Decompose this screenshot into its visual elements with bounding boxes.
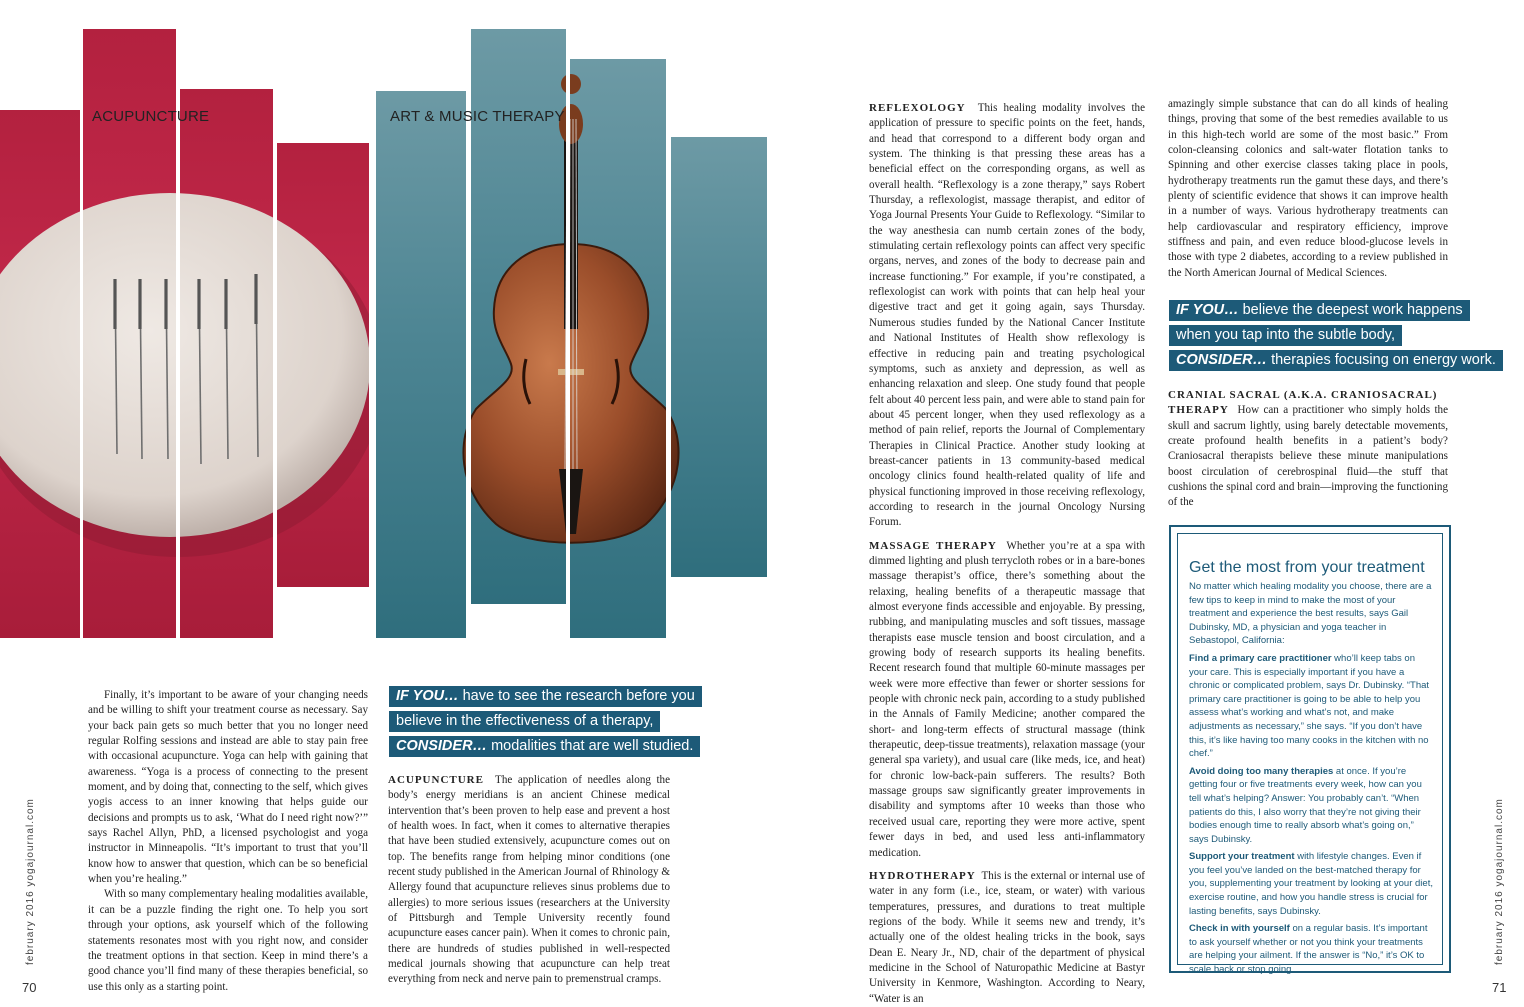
hydrotherapy-continued: amazingly simple substance that can do all kinds of healing things, proving that some of the best remedies available to us in this high-tech world are some of the most basic.” From colon-cleansing colonics and salt-water flotation tanks to Spinning and other exercise classes taking place in pools, hydrotherapy treatments run the gamut these days, and there’s plenty of scientific evidence that shows it can improve health in a number of ways. Various hydrotherapy treatments can help cardiovascular and respiratory efficiency, improve stiffness and pain, and even reduce blood-glucose levels in those with type 2 diabetes, according to a review published in the North American Journal of Medical Sciences. (1168, 98, 1448, 279)
issue-date-vertical: february 2016 yogajournal.com (1494, 798, 1505, 965)
hydrotherapy-heading: HYDROTHERAPY (869, 869, 976, 882)
page-number-left: 70 (22, 980, 37, 995)
tip-item (1189, 765, 1435, 847)
tip-lead: Find a primary care practitioner (1189, 652, 1332, 664)
massage-heading: MASSAGE THERAPY (869, 539, 997, 552)
reflexology-heading: REFLEXOLOGY (869, 102, 966, 114)
acupuncture-column (388, 773, 670, 988)
right-column-2 (1168, 97, 1448, 281)
tip-text: who’ll keep tabs on your care. This is especially important if you have a chronic or complicated problem, says Dr. Dubinsky. “That primary care practitioner is going to be able to help you assess what’s working and what’s not, and make adjustments as necessary,” she says. “If you don’t have this, it’s like having too many cooks in the kitchen with no chef.” (1189, 652, 1430, 760)
cranial-sacral-column (1168, 388, 1448, 511)
pull-quote-energy (1169, 300, 1503, 375)
pull-quote-text: modalities that are well studied. (487, 738, 694, 754)
issue-date-vertical: february 2016 yogajournal.com (25, 798, 36, 965)
pull-quote-text: when you tap into the subtle body, (1169, 325, 1402, 346)
body-paragraph: Finally, it’s important to be aware of your changing needs and be willing to shift your treatment course as necessary. Say your back pain gets so much better that you no longer need regular Rolfing sessions and instead are able to stay pain free with occasional acupuncture. Yoga can help with gaining that awareness. “Yoga is a process of connecting to the present moment, and by doing that, connecting to the self, which gives yogis access to an inner knowing that helps guide our decisions and prompts us to ask, ‘What do I need right now?’” says Rachel Allyn, PhD, a licensed psychologist and yoga instructor in Minneapolis. “It’s important to trust that you’ll know how to answer that question, which can be so beneficial when you’re healing.” (88, 689, 368, 886)
pull-quote-text: believe the deepest work happens (1238, 302, 1463, 318)
pull-quote-lead: CONSIDER… (396, 738, 488, 754)
tip-item (1189, 922, 1435, 976)
left-body-column (88, 688, 368, 995)
hydrotherapy-body: This is the external or internal use of water in any form (i.e., ice, steam, or water) with various temperatures, pressures, and durations to treat multiple regions of the body. While it seems new and trendy, it’s actually one of the oldest healing tricks in the book, says Dean E. Neary Jr., ND, chair of the department of physical medicine in the School of Naturopathic Medicine at Bastyr University in Kenmore, Washington. According to Neary, “Water is an (869, 869, 1146, 1005)
reflexology-body: This healing modality involves the application of pressure to specific points on the feet, hands, and head that correspond to a different body organ and system. The thinking is that pressing these areas has a beneficial effect on the corresponding organs, as well as overall health. “Reflexology is a zone therapy,” says Robert Thursday, a reflexologist, massage therapist, and editor of Yoga Journal Presents Your Guide to Reflexology. “Similar to the way anesthesia can numb certain zones of the body, stimulating certain reflexology points can affect very specific organs, nerves, and zones of the body to decrease pain and increase functioning.” For example, if you’re constipated, a reflexologist can work with points that can help heal your digestive tract and get it going again, says Thursday. Numerous studies funded by the National Cancer Institute and National Institutes of Health show reflexology is effective in reducing pain and treating psychological symptoms, such as anxiety and depression, as well as enhancing relaxation and sleep. One study found that people felt about 40 percent less pain, and were able to stand pain for about 45 percent longer, when they used reflexology as a method of pain relief, reports the Journal of Complementary Therapies in Clinical Practice. Another study looking at breast-cancer patients in 13 community-based medical oncology clinics found health-related quality of life and physical functioning improved in those receiving reflexology, according to research in the journal Oncology Nursing Forum. (869, 102, 1145, 529)
massage-body: Whether you’re at a spa with dimmed lighting and plush terrycloth robes or in a bare-bones massage therapist’s office, there’s something about the relaxing, healing benefits of a therapeutic massage that almost everyone finds accessible and enjoyable. By pressing, rubbing, and manipulating muscles and soft tissues, massage therapists ease muscle tension and boost circulation, and a growing body of research supports its healing benefits. Recent research found that multiple 60-minute massages per week were more effective than fewer or shorter sessions for people with chronic neck pain, according to a study published in the Annals of Family Medicine; another compared the short- and long-term effects of structural massage (think therapeutic, deep-tissue treatments), relaxation massage (your general spa variety), and usual care (like meds, ice, and heat) for chronic low-back-pain sufferers. The results? Both massage groups saw significantly greater improvements in disability and symptoms after 10 weeks than those who received usual care, reporting they were more active, spent fewer days in bed, and used less anti-inflammatory medication. (869, 539, 1146, 859)
cranial-body: How can a practitioner who simply holds the skull and sacrum lightly, using barely detectable movements, create profound health benefits in a patient’s body? Craniosacral therapists believe these minute manipulations boost circulation of cerebrospinal fluid—the stuff that cushions the spinal cord and brain—improving the functioning of the (1168, 404, 1448, 509)
tips-intro: No matter which healing modality you choose, there are a few tips to keep in mind to make the most of your treatment and experience the best results, says Gail Dubinsky, MD, a physician and yoga teacher in Sebastopol, California: (1189, 581, 1432, 647)
acupuncture-photo-label: ACUPUNCTURE (92, 108, 210, 125)
cranial-heading: CRANIAL SACRAL (A.K.A. CRANIOSACRAL) (1168, 389, 1438, 401)
right-column-1 (869, 101, 1145, 1007)
tip-lead: Avoid doing too many therapies (1189, 765, 1334, 777)
body-paragraph: With so many complementary healing modalities available, it can be a puzzle finding the right one. To help you sort through your options, ask yourself which of the following statements resonates most with you right now, and consider the treatment options in that section. Keep in mind there’s a good chance you’ll find many of these therapies beneficial, so use this only as a starting point. (88, 888, 368, 993)
tips-sidebar-title: Get the most from your treatment (1189, 559, 1425, 576)
acupuncture-body: The application of needles along the body’s energy meridians is an ancient Chinese medical intervention that’s been proven to help ease and prevent a host of health woes. In fact, when it comes to alternative therapies that have been studied extensively, acupuncture comes out on top. The benefits range from helping minor conditions (one recent study published in the American Journal of Rhinology & Allergy found that acupuncture relieves sinus problems due to allergies) to more serious issues (researchers at the University of Pittsburgh and Temple University recently found acupuncture eases cancer pain). When it comes to chronic pain, there are hundreds of studies published in well-respected medical journals showing that acupuncture can help treat everything from neck and nerve pain to premenstrual cramps. (388, 774, 671, 986)
art-music-photo-label: ART & MUSIC THERAPY (390, 108, 565, 125)
tip-item (1189, 652, 1435, 761)
pull-quote-text: therapies focusing on energy work. (1267, 352, 1496, 368)
pull-quote-research (389, 686, 702, 761)
pull-quote-text: believe in the effectiveness of a therapy, (389, 711, 660, 732)
tip-lead: Support your treatment (1189, 851, 1295, 863)
tip-text: with lifestyle changes. Even if you feel you’ve landed on the best-matched therapy for you, supplementing your treatment by looking at your diet, exercise routine, and how you handle stress is crucial for lasting benefits, says Dubinsky. (1189, 851, 1433, 917)
pull-quote-lead: IF YOU… (396, 688, 459, 704)
tip-item (1189, 850, 1435, 918)
pull-quote-text: have to see the research before you (458, 688, 695, 704)
tip-lead: Check in with yourself (1189, 923, 1290, 935)
pull-quote-lead: IF YOU… (1176, 302, 1239, 318)
page-number-right: 71 (1492, 980, 1507, 995)
tips-sidebar-body (1189, 580, 1435, 981)
tip-text: on a regular basis. It’s important to ask yourself whether or not you think your treatments are helping your ailment. If the answer is “No,” it’s OK to scale back or stop going. (1189, 923, 1428, 976)
tip-text: at once. If you’re getting four or five treatments every week, how can you tell what’s helping? Answer: You probably can’t. “When patients do this, I also worry that they’re not giving their bodies enough time to really absorb what’s going on,” says Dubinsky. (1189, 765, 1422, 845)
cranial-heading: THERAPY (1168, 404, 1229, 417)
pull-quote-lead: CONSIDER… (1176, 352, 1268, 368)
acupuncture-heading: ACUPUNCTURE (388, 774, 484, 786)
